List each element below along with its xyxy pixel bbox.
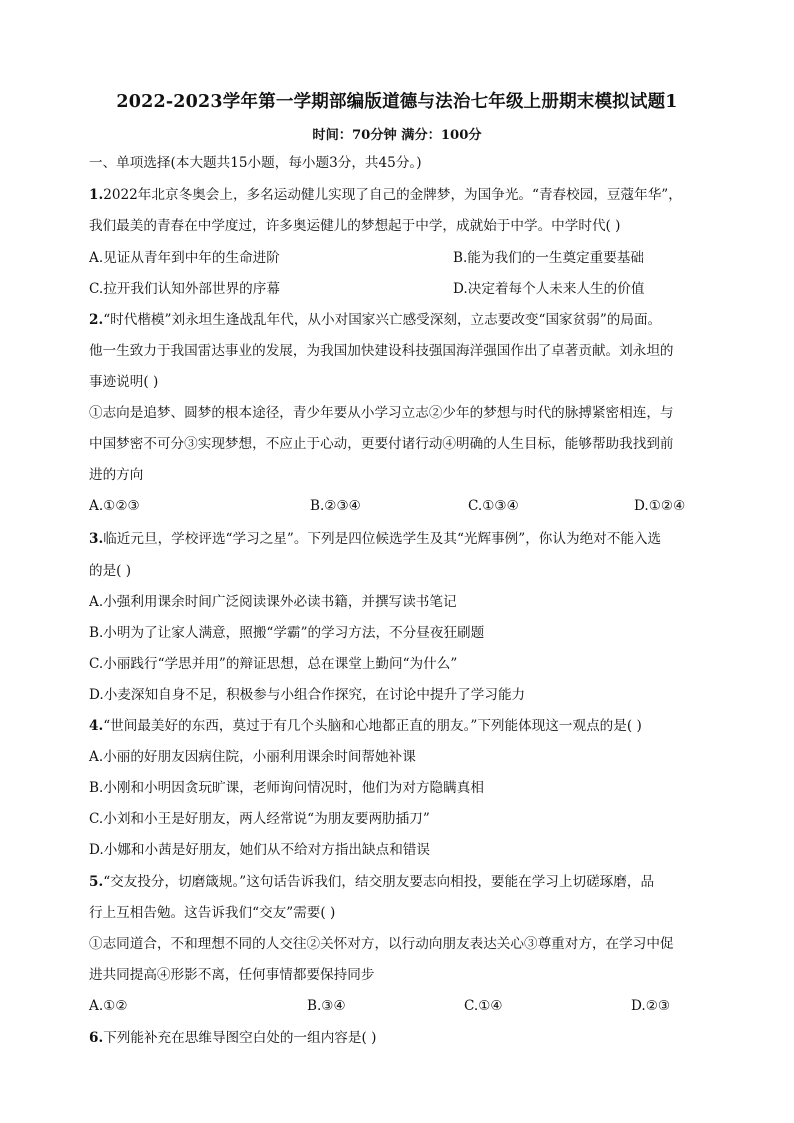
question-2-stem-line-2: 他一生致力于我国雷达事业的发展，为我国加快建设科技强国海洋强国作出了卓著贡献。刘永坦的 <box>89 343 674 359</box>
question-2-stem-line-1: 2.“时代楷模”刘永坦生逢战乱年代，从小对国家兴亡感受深刻，立志要改变“国家贫弱”的局面。 <box>89 312 662 328</box>
question-2-option-c: C.①③④ <box>468 498 519 514</box>
question-number: 2. <box>89 312 104 328</box>
question-2-option-a: A.①②③ <box>89 498 140 514</box>
question-3-stem-line-1: 3.临近元旦，学校评选“学习之星”。下列是四位候选学生及其“光辉事例”，你认为绝对不能入选 <box>89 531 662 547</box>
question-6-stem-line-1: 6.下列能补充在思维导图空白处的一组内容是( ) <box>89 1030 377 1046</box>
question-number: 3. <box>89 531 104 547</box>
question-1-option-d: D.决定着每个人未来人生的价值 <box>453 281 645 297</box>
question-1-option-c: C.拉开我们认知外部世界的序幕 <box>89 281 280 297</box>
question-2-statement-line-3: 进的方向 <box>89 467 144 483</box>
question-5-option-d: D.②③ <box>631 998 671 1014</box>
question-3-option-b: B.小明为了让家人满意，照搬“学霸”的学习方法，不分昼夜狂刷题 <box>89 625 485 641</box>
question-number: 4. <box>89 718 104 734</box>
question-3-stem-line-2: 的是( ) <box>89 563 132 579</box>
question-5-statement-line-2: 进共同提高④形影不离，任何事情都要保持同步 <box>89 967 375 983</box>
question-4-option-d: D.小娜和小茜是好朋友，她们从不给对方指出缺点和错误 <box>89 842 430 858</box>
question-5-statement-line-1: ①志同道合，不和理想不同的人交往②关怀对方，以行动向朋友表达关心③尊重对方，在学习中促 <box>89 936 674 952</box>
question-4-option-c: C.小刘和小王是好朋友，两人经常说“为朋友要两肋插刀” <box>89 811 430 827</box>
question-5-stem-line-1: 5.“交友投分，切磨箴规。”这句话告诉我们，结交朋友要志向相投，要能在学习上切磋琢磨，品 <box>89 874 655 890</box>
question-2-statement-line-1: ①志向是追梦、圆梦的根本途径，青少年要从小学习立志②少年的梦想与时代的脉搏紧密相连，与 <box>89 405 674 421</box>
question-1-option-b: B.能为我们的一生奠定重要基础 <box>453 250 645 266</box>
question-3-option-d: D.小麦深知自身不足，积极参与小组合作探究，在讨论中提升了学习能力 <box>89 687 526 703</box>
exam-meta: 时间：70分钟 满分：100分 <box>312 128 482 143</box>
question-4-stem-line-1: 4.“世间最美好的东西，莫过于有几个头脑和心地都正直的朋友。”下列能体现这一观点的是( ) <box>89 718 642 734</box>
question-5-stem-line-2: 行上互相告勉。这告诉我们“交友”需要( ) <box>89 905 336 921</box>
question-number: 5. <box>89 874 104 890</box>
question-1-stem-line-2: 我们最美的青春在中学度过，许多奥运健儿的梦想起于中学，成就始于中学。中学时代( ) <box>89 218 621 234</box>
question-2-option-d: D.①②④ <box>634 498 686 514</box>
question-4-option-a: A.小丽的好朋友因病住院，小丽利用课余时间帮她补课 <box>89 749 416 765</box>
question-number: 1. <box>89 187 104 203</box>
exam-title: 2022-2023学年第一学期部编版道德与法治七年级上册期末模拟试题1 <box>116 92 678 112</box>
question-2-stem-line-3: 事迹说明( ) <box>89 374 159 390</box>
question-2-option-b: B.②③④ <box>310 498 361 514</box>
question-5-option-c: C.①④ <box>464 998 503 1014</box>
question-3-option-a: A.小强利用课余时间广泛阅读课外必读书籍，并撰写读书笔记 <box>89 594 457 610</box>
question-5-option-b: B.③④ <box>307 998 346 1014</box>
question-1-stem-line-1: 1.2022年北京冬奥会上，多名运动健儿实现了自己的金牌梦，为国争光。“青春校园，豆蔻年华”， <box>89 187 682 203</box>
question-5-option-a: A.①② <box>89 998 128 1014</box>
question-3-option-c: C.小丽践行“学思并用”的辩证思想，总在课堂上勤问“为什么” <box>89 656 458 672</box>
section-heading: 一、单项选择(本大题共15小题，每小题3分，共45分。) <box>89 155 422 171</box>
question-4-option-b: B.小刚和小明因贪玩旷课，老师询问情况时，他们为对方隐瞒真相 <box>89 780 484 796</box>
question-2-statement-line-2: 中国梦密不可分③实现梦想，不应止于心动，更要付诸行动④明确的人生目标，能够帮助我找到前 <box>89 436 674 452</box>
question-number: 6. <box>89 1030 104 1046</box>
question-1-option-a: A.见证从青年到中年的生命进阶 <box>89 250 280 266</box>
